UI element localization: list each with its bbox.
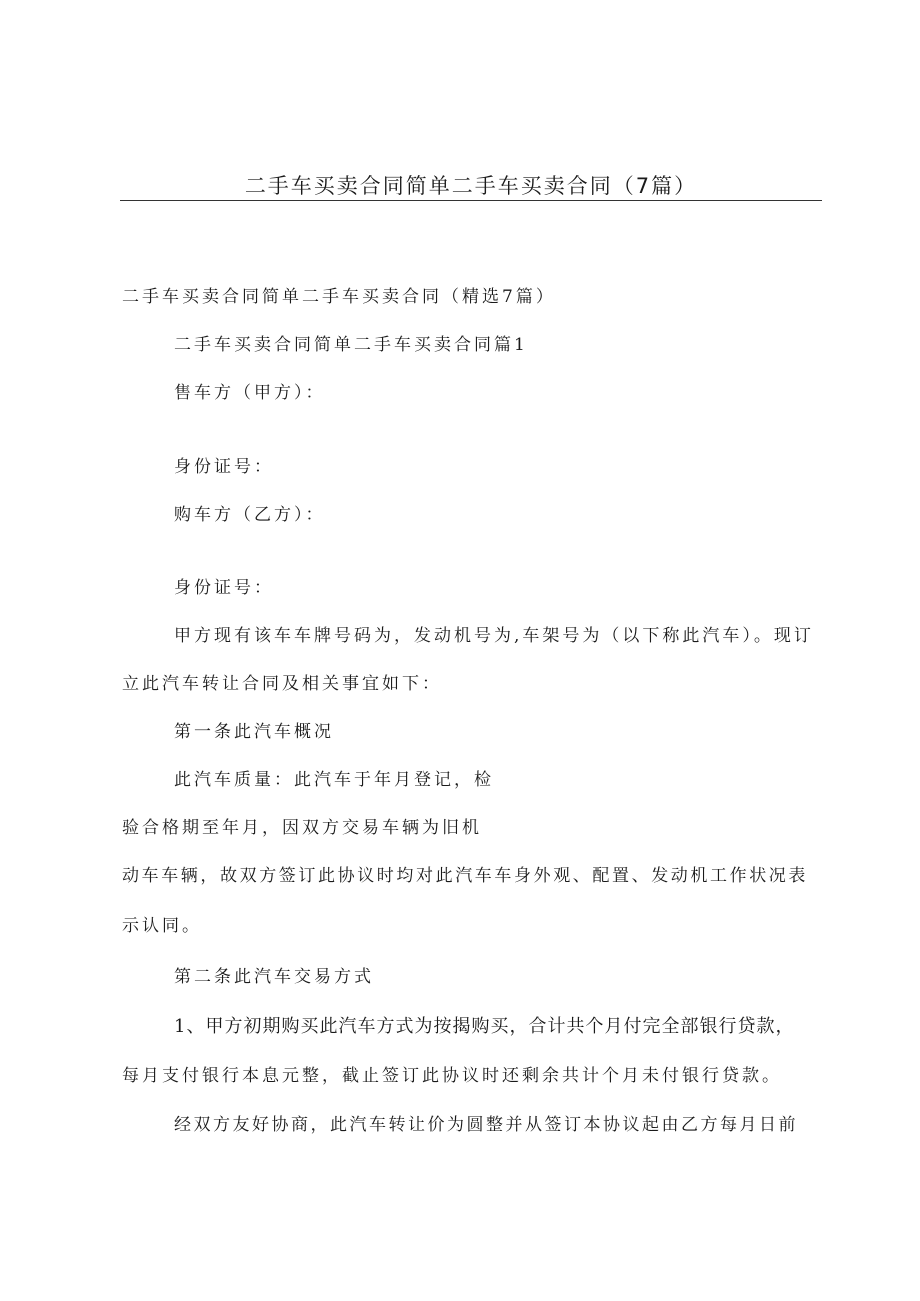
title-underline	[120, 200, 822, 201]
body-text-line: 示认同。	[122, 916, 202, 936]
body-text-line: 验合格期至年月，因双方交易车辆为旧机	[122, 818, 482, 838]
body-text-line: 动车车辆，故双方签订此协议时均对此汽车车身外观、配置、发动机工作状况表	[122, 866, 808, 886]
buyer-id-label: 身份证号：	[174, 578, 274, 598]
seller-field-label: 售车方（甲方）：	[174, 383, 326, 403]
buyer-field-label: 购车方（乙方）：	[174, 505, 326, 525]
article-heading: 第一条此汽车概况	[174, 722, 334, 742]
body-text-line: 经双方友好协商，此汽车转让价为圆整并从签订本协议起由乙方每月日前	[174, 1115, 798, 1135]
body-text-line: 立此汽车转让合同及相关事宜如下：	[122, 674, 442, 694]
seller-id-label: 身份证号：	[174, 457, 274, 477]
body-text-line: 每月支付银行本息元整，截止签订此协议时还剩余共计个月未付银行贷款。	[122, 1066, 782, 1086]
subtitle-line: 二手车买卖合同简单二手车买卖合同（精选7篇）	[122, 287, 556, 307]
document-title: 二手车买卖合同简单二手车买卖合同（7篇）	[244, 174, 698, 198]
article-heading: 第二条此汽车交易方式	[174, 967, 374, 987]
body-text-line: 甲方现有该车车牌号码为，发动机号为,车架号为（以下称此汽车）。现订	[174, 626, 814, 646]
body-text-line: 此汽车质量：此汽车于年月登记，检	[174, 770, 494, 790]
body-text-line: 1、甲方初期购买此汽车方式为按揭购买，合计共个月付完全部银行贷款，	[174, 1016, 795, 1037]
section-heading: 二手车买卖合同简单二手车买卖合同篇1	[174, 335, 528, 355]
